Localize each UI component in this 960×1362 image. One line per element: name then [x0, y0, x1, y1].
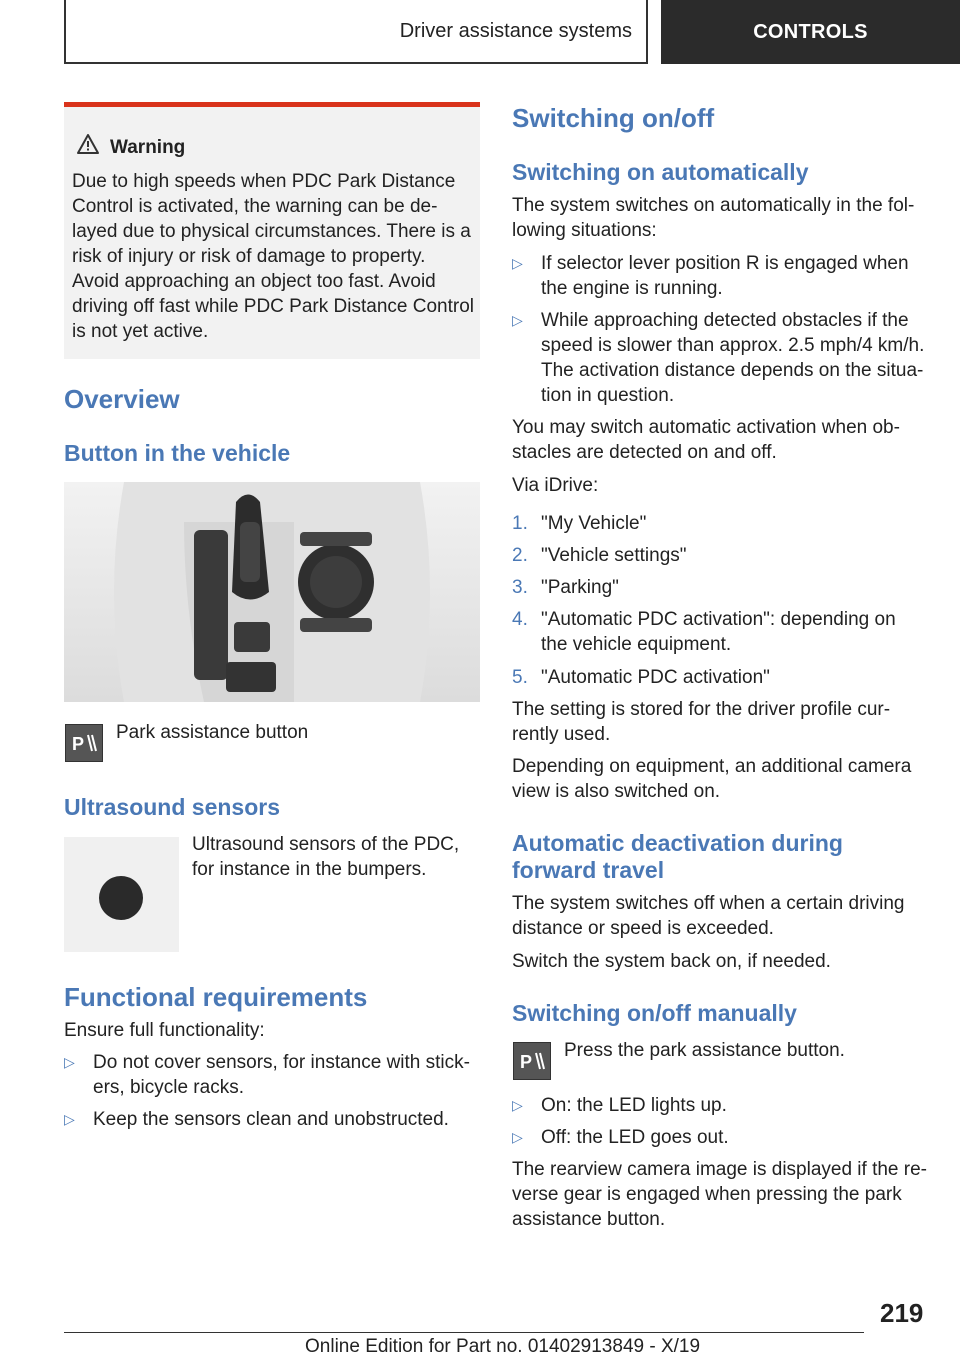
step-item — [512, 543, 932, 568]
paragraph-line: The setting is stored for the driver profile cur‐ — [512, 699, 891, 720]
warning-title: Warning — [110, 137, 186, 158]
step-item — [512, 511, 932, 536]
bullet-triangle-icon: ▷ — [512, 1129, 523, 1145]
switching-title: Switching on/off — [512, 103, 715, 133]
bullet-triangle-icon: ▷ — [64, 1054, 75, 1070]
step-number: 1. — [512, 513, 528, 534]
warning-triangle-icon — [76, 133, 100, 155]
list-item — [64, 1050, 480, 1100]
warning-line: layed due to physical circumstances. There is a — [72, 221, 471, 242]
stored-para — [512, 697, 890, 747]
deactivation-heading — [512, 830, 843, 884]
ultrasound-line: Ultrasound sensors of the PDC, — [192, 834, 460, 855]
warning-line: Due to high speeds when PDC Park Distance — [72, 171, 456, 192]
warning-line: Avoid approaching an object too fast. Avoid — [72, 271, 436, 292]
list-item — [64, 1107, 480, 1132]
svg-text:P: P — [72, 734, 85, 754]
list-item — [512, 308, 932, 408]
step-text: "Parking" — [541, 577, 619, 598]
auto-heading: Switching on automatically — [512, 159, 809, 185]
via-idrive: Via iDrive: — [512, 475, 599, 496]
step-text: "Vehicle settings" — [541, 545, 687, 566]
deactivation-para2: Switch the system back on, if needed. — [512, 951, 831, 972]
list-item-text: ers, bicycle racks. — [93, 1077, 244, 1098]
heading-line: forward travel — [512, 857, 665, 883]
step-text: "Automatic PDC activation": depending on — [541, 609, 896, 630]
paragraph-line: assistance button. — [512, 1209, 666, 1230]
paragraph-line: rently used. — [512, 724, 611, 745]
list-item-text: tion in question. — [541, 385, 675, 406]
paragraph-line: distance or speed is exceeded. — [512, 918, 774, 939]
park-assist-button-icon — [513, 1042, 551, 1080]
manual-heading: Switching on/off manually — [512, 1000, 797, 1026]
bullet-triangle-icon: ▷ — [512, 255, 523, 271]
footer-divider — [64, 1332, 864, 1333]
camera-para — [512, 754, 911, 804]
bullet-triangle-icon: ▷ — [64, 1111, 75, 1127]
ultrasound-line: for instance in the bumpers. — [192, 859, 427, 880]
list-item-text: On: the LED lights up. — [541, 1095, 727, 1116]
functional-title: Functional requirements — [64, 982, 368, 1012]
warning-box — [64, 102, 480, 359]
header-section — [64, 0, 648, 64]
warning-line: is not yet active. — [72, 321, 209, 342]
deactivation-para — [512, 891, 905, 941]
sensor-icon — [64, 837, 179, 952]
step-number: 5. — [512, 667, 528, 688]
paragraph-line: The rearview camera image is displayed if the re‐ — [512, 1159, 928, 1180]
paragraph-line: The system switches on automatically in the fol‐ — [512, 195, 915, 216]
functional-intro: Ensure full functionality: — [64, 1020, 265, 1041]
footer-edition: Online Edition for Part no. 01402913849 - X/19 — [305, 1336, 701, 1357]
list-item-text: Off: the LED goes out. — [541, 1127, 729, 1148]
header-section-title: Driver assistance systems — [399, 19, 632, 42]
paragraph-line: You may switch automatic activation when ob‐ — [512, 417, 900, 438]
auto-para — [512, 415, 900, 465]
park-assist-caption: Park assistance button — [116, 722, 309, 743]
step-item — [512, 575, 932, 600]
warning-line: Control is activated, the warning can be de‐ — [72, 196, 438, 217]
step-number: 4. — [512, 609, 528, 630]
svg-text:P: P — [520, 1052, 533, 1072]
warning-line: driving off fast while PDC Park Distance Control — [72, 296, 474, 317]
list-item-text: the engine is running. — [541, 278, 723, 299]
paragraph-line: Depending on equipment, an additional camera — [512, 756, 912, 777]
console-photo — [64, 482, 480, 702]
warning-line: risk of injury or risk of damage to property. — [72, 246, 426, 267]
list-item-text: While approaching detected obstacles if the — [541, 310, 909, 331]
park-assist-button-icon — [65, 724, 103, 762]
list-item — [512, 251, 932, 301]
step-number: 3. — [512, 577, 528, 598]
button-heading: Button in the vehicle — [64, 440, 291, 466]
list-item-text: If selector lever position R is engaged when — [541, 253, 909, 274]
list-item — [512, 1125, 932, 1150]
warning-text — [72, 169, 476, 344]
header-chapter — [661, 0, 960, 64]
manual-text: Press the park assistance button. — [564, 1040, 845, 1061]
list-item-text: Do not cover sensors, for instance with stick‐ — [93, 1052, 470, 1073]
bullet-triangle-icon: ▷ — [512, 1097, 523, 1113]
header-chapter-title: CONTROLS — [753, 20, 868, 43]
page-number: 219 — [880, 1298, 924, 1328]
step-number: 2. — [512, 545, 528, 566]
step-item — [512, 607, 932, 657]
center-console-image — [64, 482, 480, 702]
ultrasound-text — [192, 832, 459, 882]
heading-line: Automatic deactivation during — [512, 830, 843, 856]
overview-title: Overview — [64, 384, 180, 414]
auto-intro — [512, 193, 914, 243]
list-item-text: Keep the sensors clean and unobstructed. — [93, 1109, 449, 1130]
paragraph-line: view is also switched on. — [512, 781, 721, 802]
step-text: "Automatic PDC activation" — [541, 667, 770, 688]
bullet-triangle-icon: ▷ — [512, 312, 523, 328]
paragraph-line: lowing situations: — [512, 220, 657, 241]
step-item — [512, 665, 932, 690]
list-item-text: The activation distance depends on the situa‐ — [541, 360, 924, 381]
list-item — [512, 1093, 932, 1118]
rearview-para — [512, 1157, 927, 1232]
ultrasound-heading: Ultrasound sensors — [64, 794, 280, 820]
paragraph-line: verse gear is engaged when pressing the park — [512, 1184, 902, 1205]
paragraph-line: The system switches off when a certain driving — [512, 893, 905, 914]
step-text: the vehicle equipment. — [541, 634, 732, 655]
paragraph-line: stacles are detected on and off. — [512, 442, 777, 463]
step-text: "My Vehicle" — [541, 513, 647, 534]
list-item-text: speed is slower than approx. 2.5 mph/4 km/h. — [541, 335, 925, 356]
ultrasound-sensor-image — [64, 837, 179, 952]
